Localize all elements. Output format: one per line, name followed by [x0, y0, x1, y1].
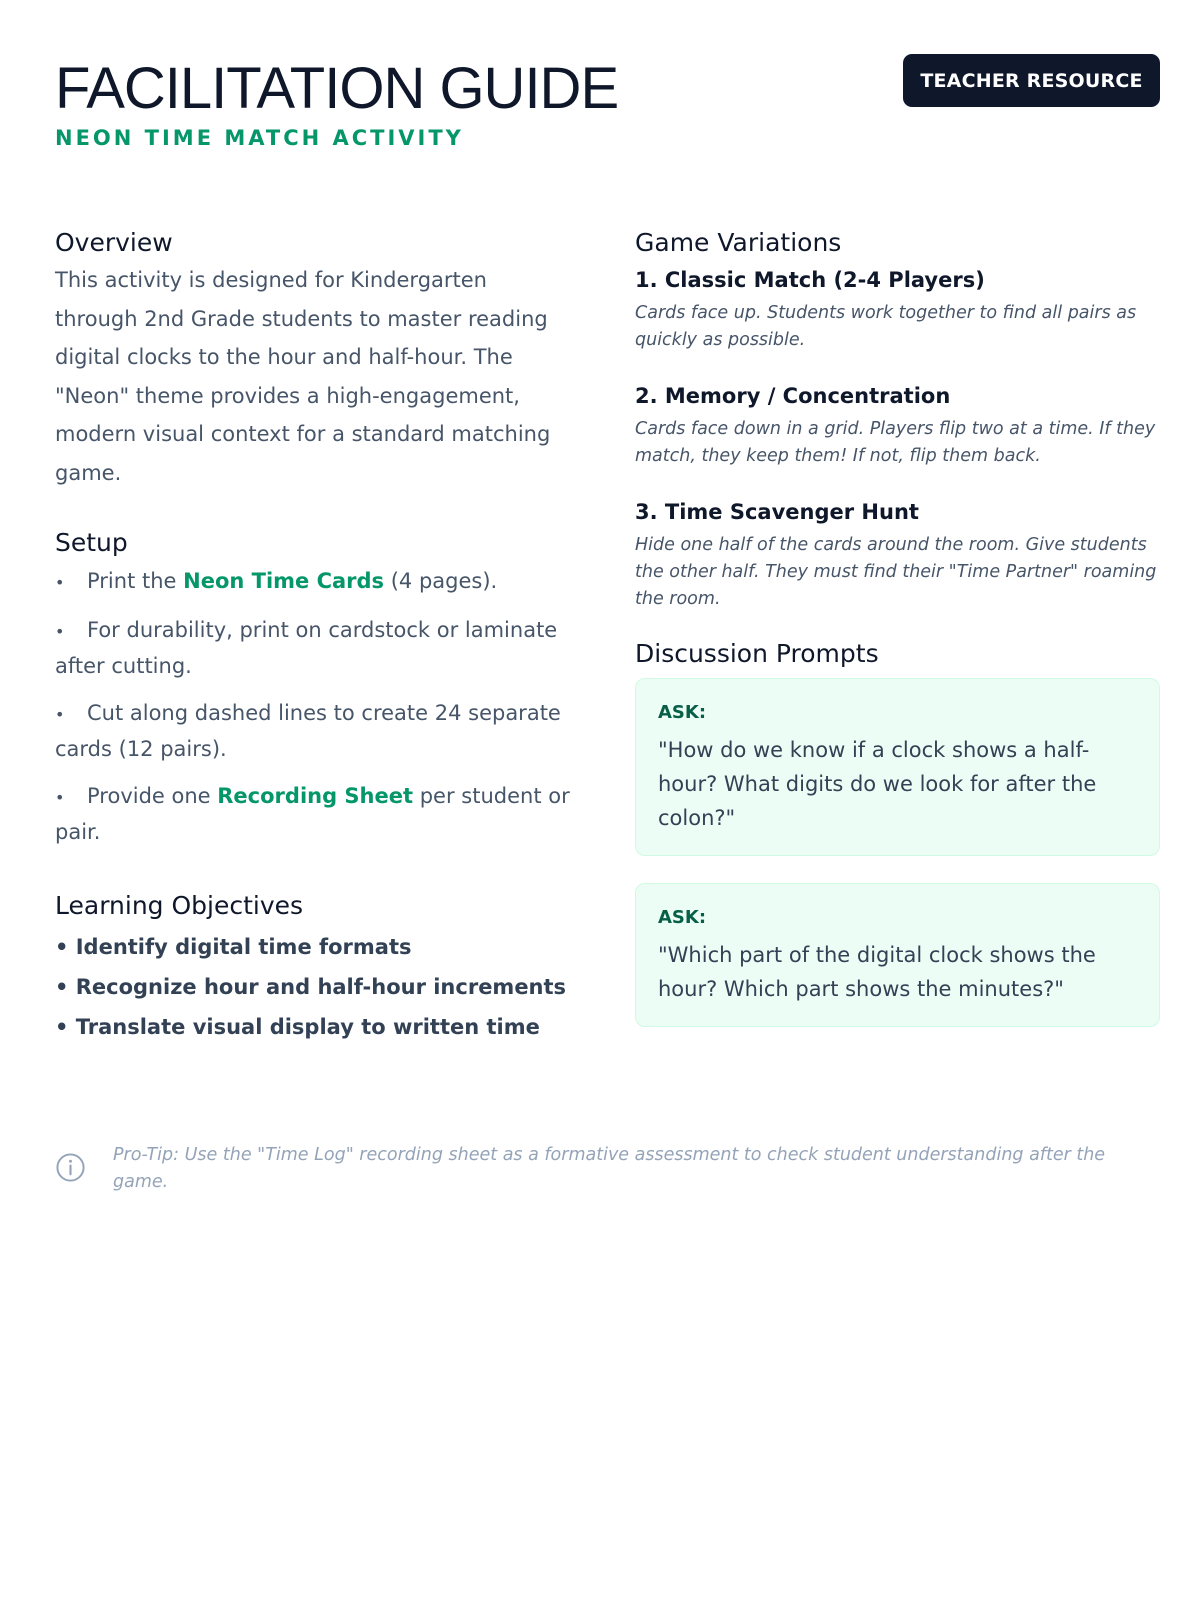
overview-section — [55, 226, 570, 492]
header — [55, 54, 1160, 154]
variations-heading: Game Variations — [635, 228, 842, 257]
setup-item-text: (4 pages). — [384, 569, 498, 593]
neon-time-cards-highlight: Neon Time Cards — [183, 569, 385, 593]
setup-item — [55, 564, 570, 600]
variation-description: Hide one half of the cards around the room. Give students the other half. They must find their "Time Partner" roaming the room. — [635, 535, 1157, 609]
prompt-label: ASK: — [658, 907, 707, 928]
bullet: • — [55, 622, 65, 641]
variation-item — [635, 262, 1160, 354]
prompts-heading: Discussion Prompts — [635, 639, 879, 668]
info-icon — [55, 1152, 86, 1183]
prompt-label: ASK: — [658, 702, 707, 723]
variations-list — [635, 262, 1160, 613]
recording-sheet-highlight: Recording Sheet — [217, 784, 414, 808]
left-column — [55, 226, 570, 1047]
variation-description: Cards face up. Students work together to find all pairs as quickly as possible. — [635, 303, 1137, 350]
objective-item: • Identify digital time formats — [55, 935, 412, 959]
setup-item — [55, 613, 570, 683]
setup-item-text: Provide one — [87, 784, 218, 808]
setup-item — [55, 696, 570, 766]
variation-title: 2. Memory / Concentration — [635, 384, 951, 408]
objectives-heading: Learning Objectives — [55, 891, 304, 920]
variation-title: 3. Time Scavenger Hunt — [635, 500, 919, 524]
teacher-resource-badge: TEACHER RESOURCE — [903, 54, 1160, 107]
overview-text: This activity is designed for Kindergarten through 2nd Grade students to master reading digital clocks to the hour and half-hour. The "Neon" theme provides a high-engagement, modern visual context for a standard matching game. — [55, 268, 551, 485]
variation-description: Cards face down in a grid. Players flip two at a time. If they match, they keep them! If not, flip them back. — [635, 419, 1156, 466]
prompts-section — [635, 637, 1160, 1027]
bullet: • — [55, 788, 65, 807]
objective-item: • Translate visual display to written time — [55, 1015, 540, 1039]
bullet: • — [55, 705, 65, 724]
variation-item — [635, 378, 1160, 470]
objective-item: • Recognize hour and half-hour increments — [55, 975, 567, 999]
setup-section — [55, 526, 570, 849]
setup-list — [55, 564, 570, 849]
setup-heading: Setup — [55, 528, 128, 557]
prompt-card — [635, 678, 1160, 856]
objectives-list — [55, 927, 570, 1047]
bullet: • — [55, 573, 65, 592]
prompt-text: "Which part of the digital clock shows the hour? Which part shows the minutes?" — [658, 943, 1096, 1001]
prompt-card — [635, 883, 1160, 1027]
setup-item — [55, 779, 570, 849]
setup-item-text: Cut along dashed lines to create 24 separate cards (12 pairs). — [55, 701, 561, 761]
setup-item-text: per student or pair. — [55, 784, 570, 844]
setup-item-text: Print the — [87, 569, 184, 593]
setup-item-text: For durability, print on cardstock or laminate after cutting. — [55, 618, 558, 678]
overview-heading: Overview — [55, 228, 173, 257]
page-title: FACILITATION GUIDE — [55, 56, 619, 121]
prompt-text: "How do we know if a clock shows a half-hour? What digits do we look for after the colon?" — [658, 738, 1097, 830]
page-subtitle: NEON TIME MATCH ACTIVITY — [55, 126, 464, 150]
variations-section — [635, 226, 1160, 613]
objectives-section — [55, 889, 570, 1047]
pro-tip-text: Pro-Tip: Use the "Time Log" recording sheet as a formative assessment to check student understanding after the game. — [113, 1145, 1106, 1192]
variation-title: 1. Classic Match (2-4 Players) — [635, 268, 985, 292]
variation-item — [635, 494, 1160, 613]
right-column — [635, 226, 1160, 1027]
